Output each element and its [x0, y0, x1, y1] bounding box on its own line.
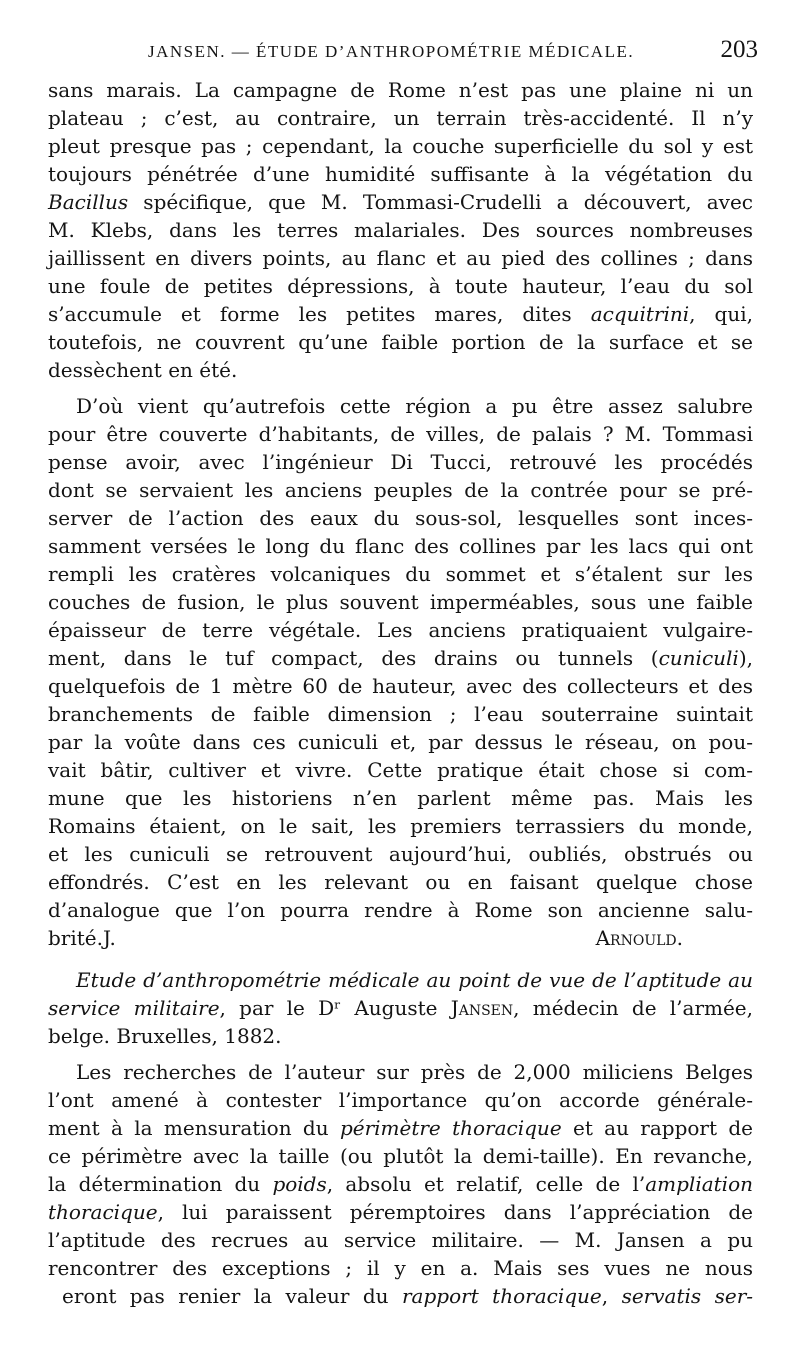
text-line: [0, 216, 753, 244]
text-line: [0, 1198, 753, 1226]
line-text: jaillissent en divers points, au flanc et au pied des collines ; dans: [48, 246, 753, 270]
line-text: samment versées le long du flanc des collines par les lacs qui ont: [48, 534, 753, 558]
line-text: ment, dans le tuf compact, des drains ou tunnels (: [48, 646, 659, 670]
text-line: [0, 328, 753, 356]
line-text: dont se servaient les anciens peuples de la contrée pour se pré-: [48, 478, 753, 502]
text-line: [0, 560, 753, 588]
text-line: [0, 840, 753, 868]
line-text: plateau ; c’est, au contraire, un terrain très-accidenté. Il n’y: [48, 106, 753, 130]
text-line: [0, 132, 753, 160]
line-text: ment à la mensuration du: [48, 1116, 340, 1140]
line-text: ce périmètre avec la taille (ou plutôt la demi-taille). En revanche,: [48, 1144, 753, 1168]
line-text: D’où vient qu’autrefois cette région a pu être assez salubre: [76, 394, 753, 418]
line-text-italic: servatis ser-: [621, 1284, 753, 1308]
line-text: , par le Dʳ Auguste: [219, 996, 451, 1020]
line-text: s’accumule et forme les petites mares, dites: [48, 302, 591, 326]
text-line: [0, 1170, 753, 1198]
text-line: [0, 356, 753, 384]
line-text: brité.: [48, 926, 103, 950]
page-number: 203: [720, 36, 758, 63]
page-header: [148, 36, 758, 70]
line-text: rencontrer des exceptions ; il y en a. Mais ses vues ne nous: [48, 1256, 753, 1280]
line-text: server de l’action des eaux du sous-sol, lesquelles sont inces-: [48, 506, 753, 530]
line-text: pleut presque pas ; cependant, la couche superficielle du sol y est: [48, 134, 753, 158]
text-line: [0, 672, 753, 700]
line-text: ),: [738, 646, 753, 670]
text-line: [0, 616, 753, 644]
line-text: quelquefois de 1 mètre 60 de hauteur, avec des collecteurs et des: [48, 674, 753, 698]
text-line: [0, 1282, 753, 1310]
text-line: [0, 244, 753, 272]
line-text: couches de fusion, le plus souvent imperméables, sous une faible: [48, 590, 753, 614]
text-line: [0, 812, 753, 840]
line-text-italic: poids: [272, 1172, 327, 1196]
text-line: [0, 700, 753, 728]
text-line: [0, 868, 753, 896]
text-line: [0, 994, 753, 1022]
running-head: JANSEN. — ÉTUDE D’ANTHROPOMÉTRIE MÉDICALE.: [148, 42, 635, 61]
text-line: [0, 476, 753, 504]
line-text: pense avoir, avec l’ingénieur Di Tucci, retrouvé les procédés: [48, 450, 753, 474]
text-line: [0, 1226, 753, 1254]
line-text: toutefois, ne couvrent qu’une faible portion de la surface et se: [48, 330, 753, 354]
line-text: la détermination du: [48, 1172, 273, 1196]
text-line: [0, 420, 753, 448]
line-text-italic: thoracique: [48, 1200, 158, 1224]
text-line: [0, 784, 753, 812]
text-line: [0, 160, 753, 188]
text-line: [0, 1058, 753, 1086]
text-line: [0, 644, 753, 672]
line-text: une foule de petites dépressions, à toute hauteur, l’eau du sol: [48, 274, 753, 298]
line-text: et au rapport de: [561, 1116, 753, 1140]
text-line: [0, 728, 753, 756]
line-text: branchements de faible dimension ; l’eau souterraine suintait: [48, 702, 753, 726]
text-line: [0, 1086, 753, 1114]
line-text: l’aptitude des recrues au service militaire. — M. Jansen a pu: [48, 1228, 753, 1252]
text-line: [0, 1114, 753, 1142]
text-line: [0, 104, 753, 132]
text-line: [0, 504, 753, 532]
line-text: ,: [601, 1284, 622, 1308]
author-name: Jansen: [450, 996, 514, 1020]
line-text: , médecin de l’armée,: [513, 996, 753, 1020]
line-text: dessèchent en été.: [48, 358, 238, 382]
text-line: [0, 1142, 753, 1170]
line-text-italic: rapport thoracique: [402, 1284, 602, 1308]
line-text-italic: cuniculi: [658, 646, 739, 670]
text-line: [0, 924, 753, 952]
line-text: et les cuniculi se retrouvent aujourd’hui, oubliés, obstrués ou: [48, 842, 753, 866]
line-text: spécifique, que M. Tommasi-Crudelli a découvert, avec: [128, 190, 753, 214]
text-line: [0, 392, 753, 420]
text-line: [0, 896, 753, 924]
line-text-italic: service militaire: [48, 996, 220, 1020]
text-line: [0, 300, 753, 328]
line-text: épaisseur de terre végétale. Les anciens pratiquaient vulgaire-: [48, 618, 753, 642]
line-text: Romains étaient, on le sait, les premiers terrassiers du monde,: [48, 814, 753, 838]
line-text: , qui,: [689, 302, 753, 326]
line-text: mune que les historiens n’en parlent même pas. Mais les: [48, 786, 753, 810]
text-line: [0, 272, 753, 300]
text-line: [0, 76, 753, 104]
line-text: par la voûte dans ces cuniculi et, par dessus le réseau, on pou-: [48, 730, 753, 754]
line-text: pour être couverte d’habitants, de villes, de palais ? M. Tommasi: [48, 422, 753, 446]
line-text: toujours pénétrée d’une humidité suffisante à la végétation du: [48, 162, 753, 186]
text-line: [0, 1254, 753, 1282]
line-text: , absolu et relatif, celle de l’: [326, 1172, 646, 1196]
signature-author: J. Arnould.: [103, 926, 683, 950]
text-line: [0, 532, 753, 560]
line-text-italic: acquitrini: [590, 302, 690, 326]
line-text: eront pas renier la valeur du: [62, 1284, 402, 1308]
line-text: belge. Bruxelles, 1882.: [48, 1024, 282, 1048]
line-text: d’analogue que l’on pourra rendre à Rome son ancienne salu-: [48, 898, 753, 922]
line-text-italic: Etude d’anthropométrie médicale au point de vue de l’aptitude au: [76, 968, 753, 992]
line-text: sans marais. La campagne de Rome n’est pas une plaine ni un: [48, 78, 753, 102]
line-text: , lui paraissent péremptoires dans l’appréciation de: [157, 1200, 753, 1224]
line-text: rempli les cratères volcaniques du sommet et s’étalent sur les: [48, 562, 753, 586]
text-line: [0, 966, 753, 994]
text-line: [0, 756, 753, 784]
line-text-italic: ampliation: [645, 1172, 753, 1196]
line-text: vait bâtir, cultiver et vivre. Cette pratique était chose si com-: [48, 758, 753, 782]
line-text: M. Klebs, dans les terres malariales. Des sources nombreuses: [48, 218, 753, 242]
text-line: [0, 1022, 753, 1050]
line-text: l’ont amené à contester l’importance qu’on accorde générale-: [48, 1088, 753, 1112]
line-text: effondrés. C’est en les relevant ou en faisant quelque chose: [48, 870, 753, 894]
text-line: [0, 588, 753, 616]
text-line: [0, 448, 753, 476]
text-line: [0, 188, 753, 216]
line-text-italic: périmètre thoracique: [339, 1116, 562, 1140]
line-text: Les recherches de l’auteur sur près de 2,000 miliciens Belges: [76, 1060, 753, 1084]
line-text-italic: Bacillus: [48, 190, 129, 214]
